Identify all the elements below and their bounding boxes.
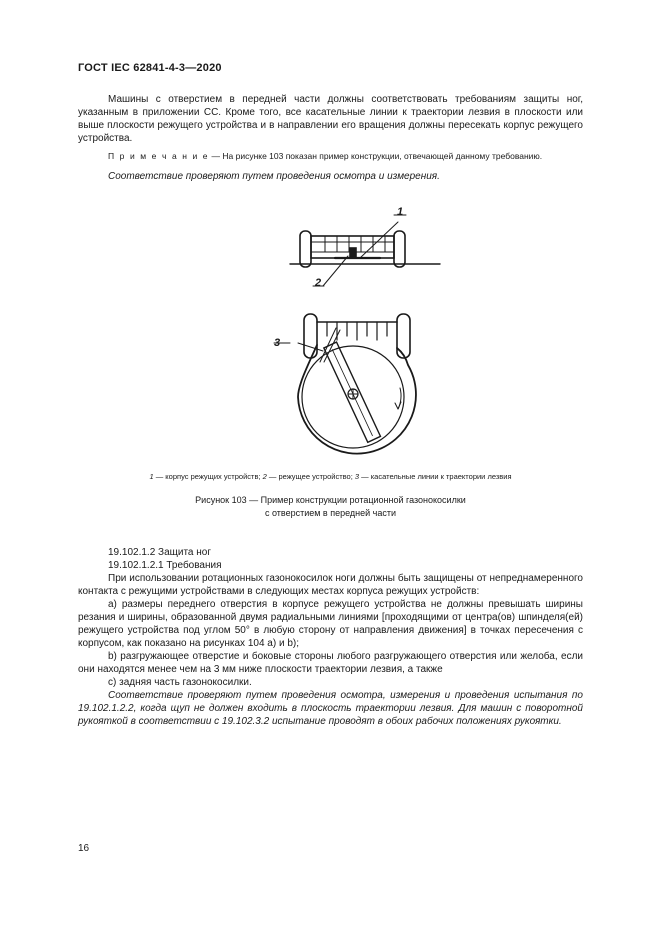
legend-3-text: — касательные линии к траектории лезвия [359, 472, 512, 481]
list-item-b: b) разгружающее отверстие и боковые стороны любого разгружающего отверстия или желоба, если они находятся менее чем на 3 мм ниже плоскости траектории лезвия, а также [78, 651, 583, 675]
list-item-c: с) задняя часть газонокосилки. [108, 677, 252, 688]
section-heading-1: 19.102.1.2 Защита ног [108, 547, 211, 558]
legend-3-num: 3 [354, 472, 360, 481]
note-label: П р и м е ч а н и е [108, 151, 210, 161]
figure-legend [78, 470, 583, 483]
figure-label-1: 1 [397, 206, 404, 218]
figure-label-3: 3 [274, 337, 281, 349]
section-compliance: Соответствие проверяют путем проведения осмотра, измерения и проведения испытания по 19.102.1.2.2, когда щуп не должен входить в плоскость траектории лезвия. Для машин с поворотной рукояткой в соответствии с 19.102.3.2 испытание проводят в обоих рабочих положениях рукоятки. [78, 690, 583, 727]
intro-compliance: Соответствие проверяют путем проведения осмотра и измерения. [108, 171, 440, 182]
page-number: 16 [78, 843, 90, 854]
section-intro: При использовании ротационных газонокосилок ноги должны быть защищены от непреднамеренного контакта с режущими устройствами в следующих местах корпуса режущих устройств: [78, 573, 583, 597]
figure-label-2: 2 [315, 277, 322, 289]
figure-103-drawing [240, 200, 480, 460]
legend-2-text: — режущее устройство; [266, 472, 355, 481]
intro-paragraph: Машины с отверстием в передней части должны соответствовать требованиям защиты ног, указанным в приложении СС. Кроме того, все касательные линии к траектории лезвия в плоскости или выше плоскости режущего устройства и в направлении его вращения должны пересекать корпус режущего устройства. [78, 94, 583, 144]
legend-1-num: 1 [149, 472, 154, 481]
section-heading-2: 19.102.1.2.1 Требования [108, 560, 222, 571]
list-item-a: а) размеры переднего отверстия в корпусе режущего устройства не должны превышать ширины резания и ширины, образованной двумя радиальными линиями [проходящими от центра(ов) шпинделя(ей) режущего устройства под углом 50° в любую сторону от направления движения] в точках пересечения с корпусом, как показано на рисунках 104 а) и b); [78, 599, 583, 649]
mower-side-view [290, 215, 440, 286]
mower-plan-view [274, 314, 416, 454]
legend-2-num: 2 [262, 472, 267, 481]
document-header: ГОСТ IEC 62841-4-3—2020 [78, 62, 222, 74]
note [108, 150, 588, 163]
figure-caption-line-1: Рисунок 103 — Пример конструкции ротационной газонокосилки [195, 495, 466, 505]
legend-1-text: — корпус режущих устройств; [153, 472, 263, 481]
note-text: — На рисунке 103 показан пример конструкции, отвечающей данному требованию. [209, 151, 543, 161]
figure-caption-line-2: с отверстием в передней части [264, 508, 397, 518]
